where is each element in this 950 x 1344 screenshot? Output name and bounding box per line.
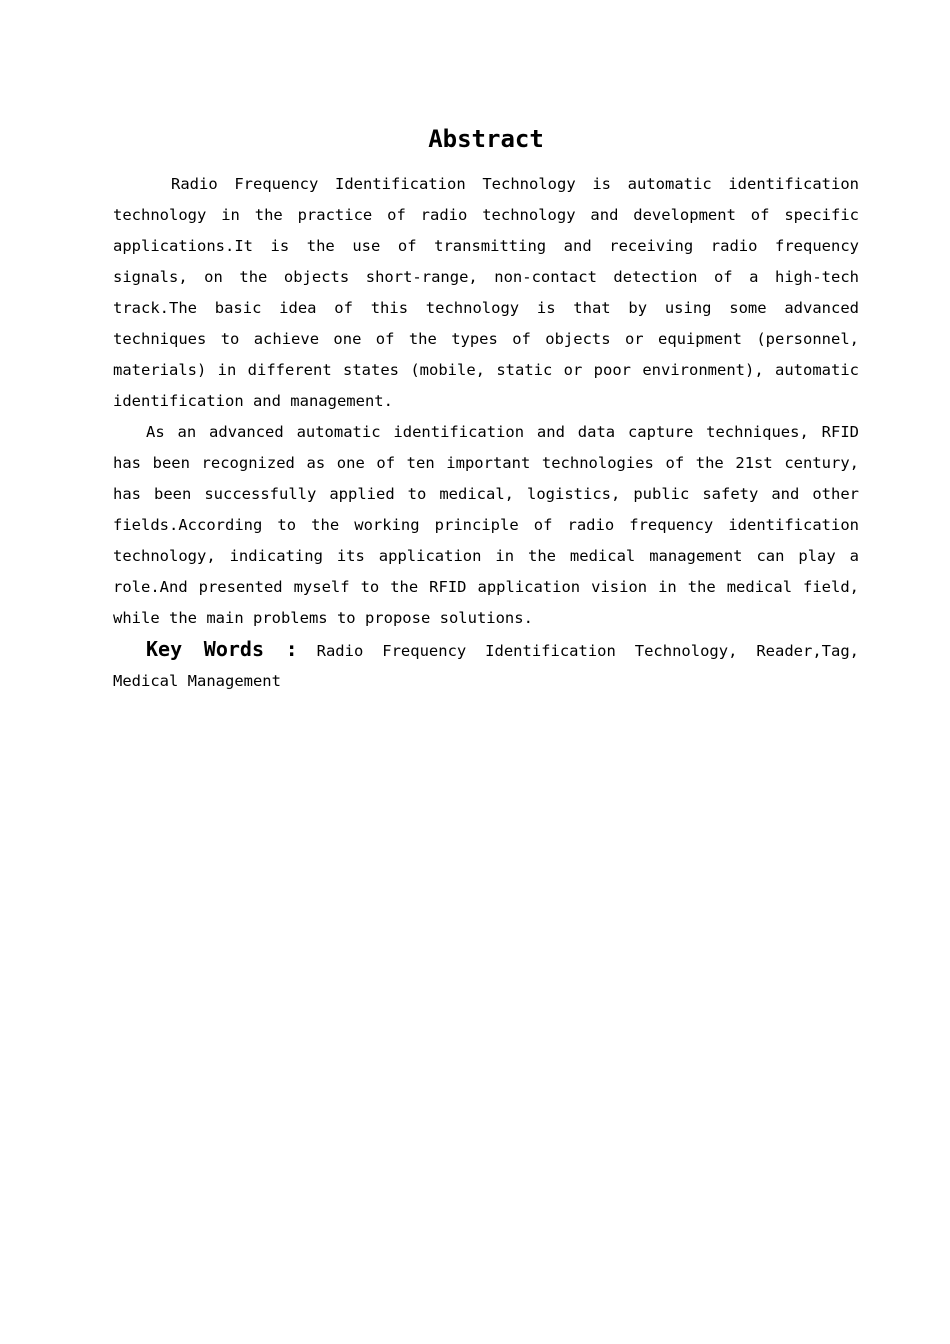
keywords-text: Radio Frequency Identification Technology, Reader,Tag, Medical Management [113, 642, 860, 690]
abstract-title: Abstract [428, 125, 544, 153]
keywords-line [113, 634, 859, 696]
keywords-label: Key Words : [146, 637, 298, 661]
abstract-paragraph-2: As an advanced automatic identification and data capture techniques, RFID has been recognized as one of ten important technologies of the 21st century, has been successfully applied to medical, logistics, public safety and other fields.According to the working principle of radio frequency identification technology, indicating its application in the medical management can play a role.And presented myself to the RFID application vision in the medical field, while the main problems to propose solutions. [113, 423, 859, 627]
abstract-section [113, 122, 859, 696]
abstract-paragraph-1: Radio Frequency Identification Technology is automatic identification technology in the practice of radio technology and development of specific applications.It is the use of transmitting and receiving radio frequency signals, on the objects short-range, non-contact detection of a high-tech track.The basic idea of this technology is that by using some advanced techniques to achieve one of the types of objects or equipment (personnel, materials) in different states (mobile, static or poor environment), automatic identification and management. [113, 175, 859, 410]
